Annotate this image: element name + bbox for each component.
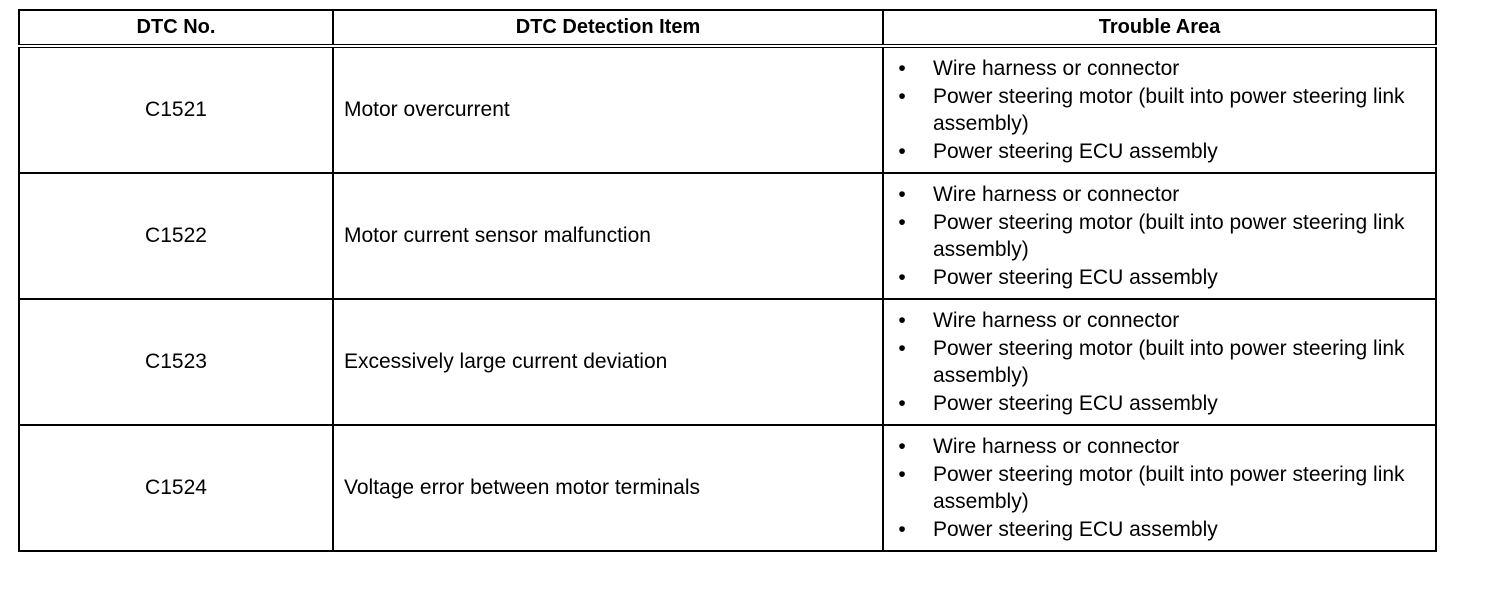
bullet-icon: • [898, 139, 906, 163]
detection-item-cell: Voltage error between motor terminals [333, 425, 883, 551]
trouble-area-text: Power steering motor (built into power steering link assembly) [933, 336, 1405, 387]
bullet-icon: • [898, 309, 906, 332]
detection-item-cell: Motor overcurrent [333, 46, 883, 173]
table-row [19, 299, 1436, 425]
bullet-icon: • [898, 57, 906, 80]
trouble-area-item [884, 83, 1435, 138]
trouble-area-item [884, 390, 1435, 418]
bullet-icon: • [898, 210, 906, 234]
bullet-icon: • [898, 84, 906, 108]
bullet-icon: • [898, 435, 906, 458]
trouble-area-text: Power steering ECU assembly [933, 517, 1218, 541]
trouble-area-item [884, 181, 1435, 209]
trouble-area-text: Power steering motor (built into power steering link assembly) [933, 210, 1405, 261]
table-header-row [19, 10, 1436, 46]
trouble-area-item [884, 264, 1435, 292]
detection-item-cell: Motor current sensor malfunction [333, 173, 883, 299]
dtc-code-cell: C1522 [19, 173, 333, 299]
bullet-icon: • [898, 265, 906, 289]
trouble-area-item [884, 138, 1435, 166]
trouble-area-text: Wire harness or connector [933, 57, 1180, 80]
table-row [19, 46, 1436, 173]
table-body [19, 46, 1436, 551]
column-header-trouble-area: Trouble Area [883, 10, 1436, 46]
bullet-icon: • [898, 391, 906, 415]
bullet-icon: • [898, 462, 906, 486]
detection-item-cell: Excessively large current deviation [333, 299, 883, 425]
trouble-area-text: Wire harness or connector [933, 309, 1180, 332]
trouble-area-text: Power steering ECU assembly [933, 139, 1218, 163]
bullet-icon: • [898, 517, 906, 541]
trouble-area-cell [883, 299, 1436, 425]
trouble-area-list [884, 433, 1435, 543]
trouble-area-cell [883, 425, 1436, 551]
trouble-area-list [884, 181, 1435, 291]
dtc-code-cell: C1524 [19, 425, 333, 551]
trouble-area-cell [883, 46, 1436, 173]
dtc-code-cell: C1521 [19, 46, 333, 173]
trouble-area-item [884, 209, 1435, 264]
trouble-area-list [884, 307, 1435, 417]
trouble-area-item [884, 433, 1435, 461]
trouble-area-text: Power steering motor (built into power steering link assembly) [933, 84, 1405, 135]
bullet-icon: • [898, 336, 906, 360]
trouble-area-item [884, 307, 1435, 335]
table-row [19, 173, 1436, 299]
trouble-area-cell [883, 173, 1436, 299]
trouble-area-list [884, 55, 1435, 165]
trouble-area-text: Power steering ECU assembly [933, 391, 1218, 415]
bullet-icon: • [898, 183, 906, 206]
column-header-detection-item: DTC Detection Item [333, 10, 883, 46]
dtc-code-cell: C1523 [19, 299, 333, 425]
trouble-area-text: Power steering motor (built into power steering link assembly) [933, 462, 1405, 513]
trouble-area-item [884, 55, 1435, 83]
trouble-area-item [884, 516, 1435, 544]
trouble-area-text: Power steering ECU assembly [933, 265, 1218, 289]
trouble-area-item [884, 335, 1435, 390]
trouble-area-text: Wire harness or connector [933, 183, 1180, 206]
dtc-table [18, 9, 1437, 552]
trouble-area-text: Wire harness or connector [933, 435, 1180, 458]
table-row [19, 425, 1436, 551]
trouble-area-item [884, 461, 1435, 516]
column-header-dtc-no: DTC No. [19, 10, 333, 46]
